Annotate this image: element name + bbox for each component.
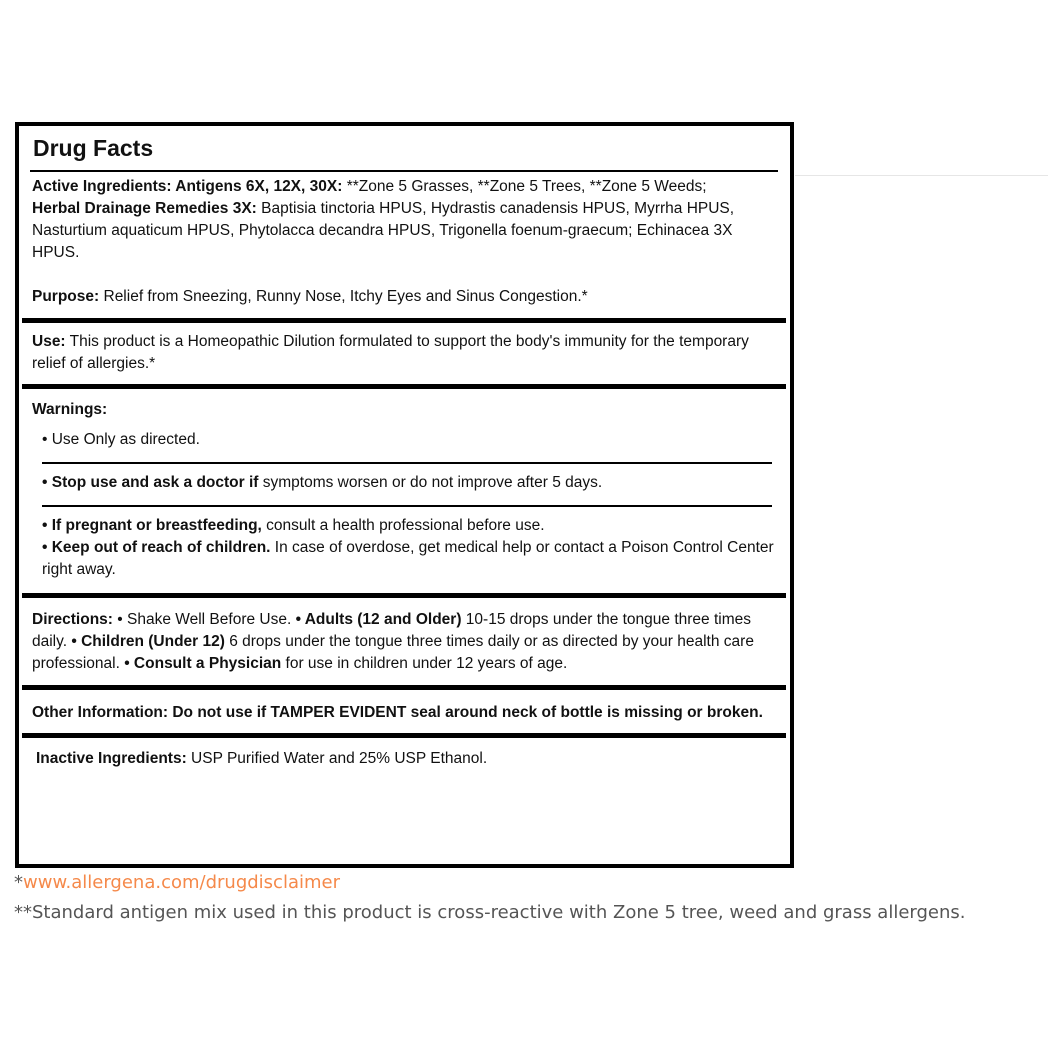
warning-pregnant-text: consult a health professional before use. [261, 517, 545, 534]
warning-children-text: In case of overdose, get medical help or contact a Poison Control Center right away. [42, 539, 774, 578]
warning-divider [42, 462, 772, 464]
warning-item [32, 537, 776, 581]
inactive-section [30, 738, 778, 770]
directions-physician: • Consult a Physician [124, 655, 282, 672]
warning-item [32, 472, 776, 494]
antigen-footnote: **Standard antigen mix used in this product is cross-reactive with Zone 5 tree, weed and grass allergens. [14, 902, 966, 923]
inactive-text: USP Purified Water and 25% USP Ethanol. [186, 750, 488, 767]
disclaimer-footnote [14, 872, 340, 893]
herbal-label: Herbal Drainage Remedies 3X: [32, 200, 257, 217]
active-text: **Zone 5 Grasses, **Zone 5 Trees, **Zone 5 Weeds; [342, 178, 707, 195]
herbal-remedies [32, 198, 776, 264]
active-label: Active Ingredients: Antigens 6X, 12X, 30X: [32, 178, 343, 195]
use-label: Use: [32, 333, 66, 350]
footnote-star: * [14, 872, 23, 893]
use-section [30, 323, 778, 384]
warning-item [32, 515, 776, 537]
directions-text: 6 drops under the tongue three times daily or as directed by your health care professional. [32, 633, 754, 672]
use-text: This product is a Homeopathic Dilution formulated to support the body's immunity for the temporary relief of allergies.* [32, 333, 749, 372]
purpose-label: Purpose: [32, 288, 100, 305]
warnings-label: Warnings: [32, 401, 108, 418]
warning-stop-label: • Stop use and ask a doctor if [42, 474, 259, 491]
herbal-text: Baptisia tinctoria HPUS, Hydrastis canadensis HPUS, Myrrha HPUS, Nasturtium aquaticum HPUS, Phytolacca decandra HPUS, Trigonella foenum-graecum; Echinacea 3X HPUS. [32, 200, 735, 261]
active-ingredients [32, 176, 776, 198]
other-information: Other Information: Do not use if TAMPER EVIDENT seal around neck of bottle is missing or broken. [32, 704, 763, 721]
warning-children-label: • Keep out of reach of children. [42, 539, 271, 556]
purpose-text: Relief from Sneezing, Runny Nose, Itchy Eyes and Sinus Congestion.* [99, 288, 588, 305]
directions-children: • Children (Under 12) [71, 633, 225, 650]
background-divider [795, 175, 1048, 176]
disclaimer-link[interactable]: www.allergena.com/drugdisclaimer [23, 872, 340, 893]
directions-text: • Shake Well Before Use. [112, 611, 296, 628]
active-ingredients-section [30, 176, 778, 318]
warning-item: • Use Only as directed. [42, 431, 200, 448]
directions-label: Directions: [32, 611, 113, 628]
warning-pregnant-label: • If pregnant or breastfeeding, [42, 517, 262, 534]
warning-stop-text: symptoms worsen or do not improve after 5 days. [258, 474, 603, 491]
directions-adults: • Adults (12 and Older) [295, 611, 462, 628]
directions-section [30, 598, 778, 685]
drug-facts-panel [15, 122, 794, 868]
directions-text: for use in children under 12 years of age. [281, 655, 568, 672]
inactive-label: Inactive Ingredients: [36, 750, 187, 767]
warnings-section [30, 389, 778, 593]
directions-text: 10-15 drops under the tongue three times daily. [32, 611, 752, 650]
warning-divider [42, 505, 772, 507]
panel-title: Drug Facts [30, 132, 778, 172]
purpose [32, 286, 776, 308]
